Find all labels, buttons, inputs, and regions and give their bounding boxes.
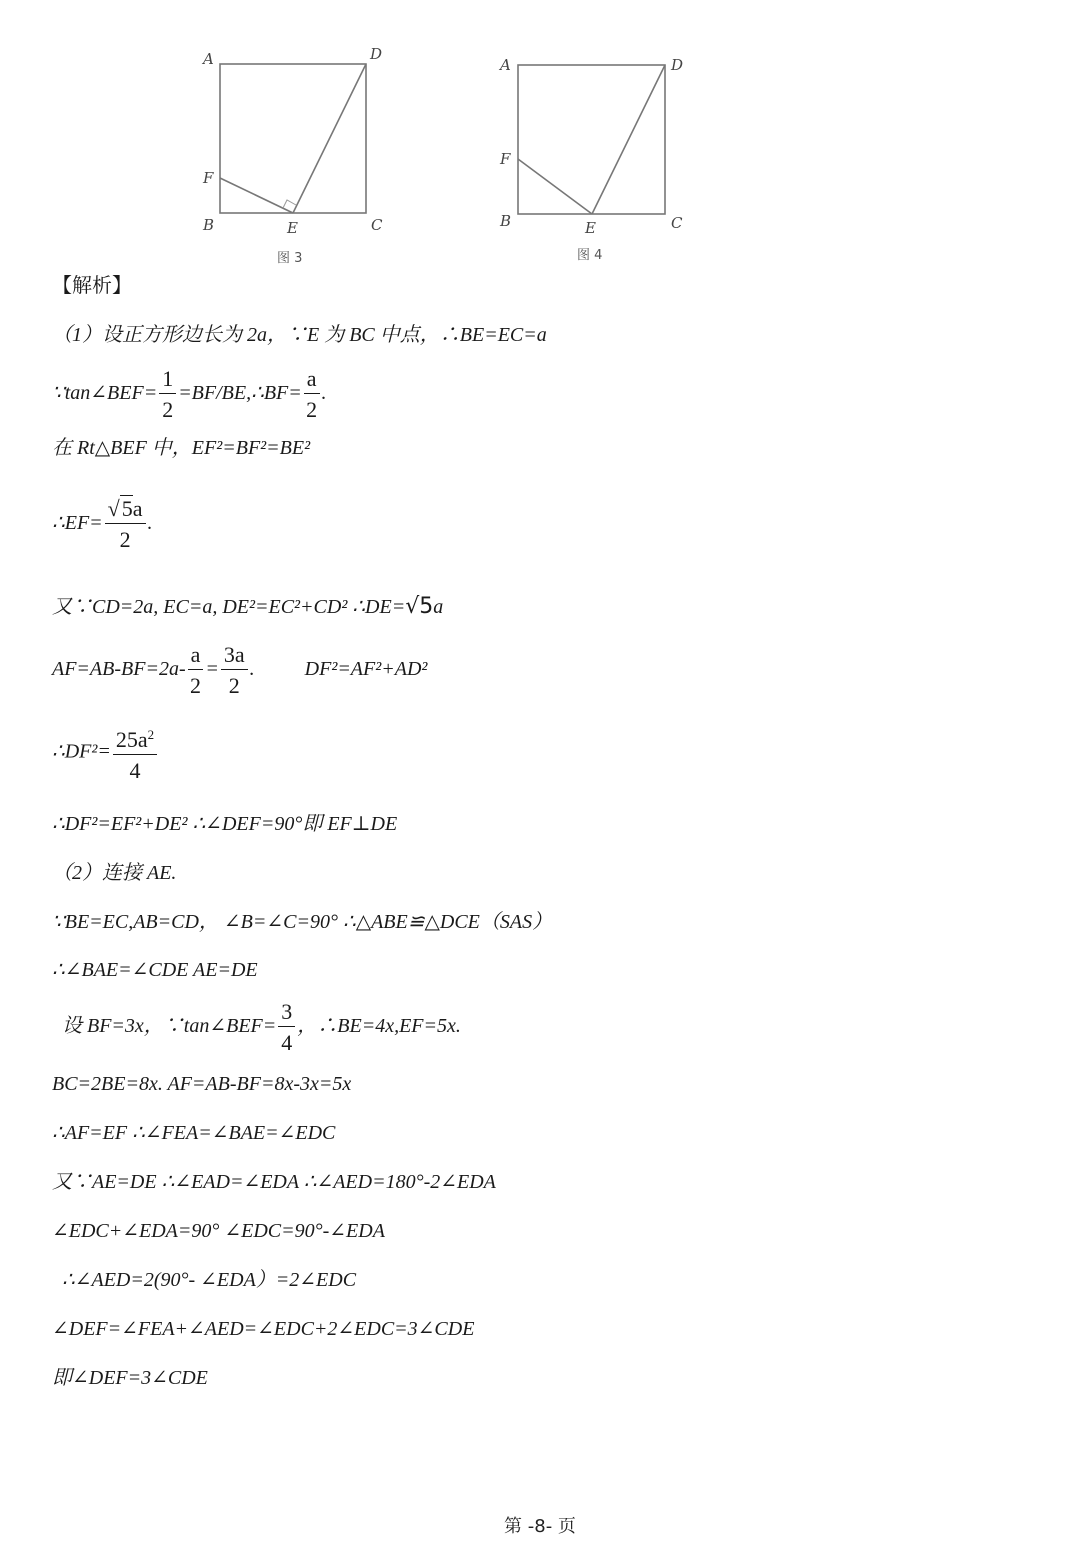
line-11: ∴∠BAE=∠CDE AE=DE	[52, 959, 258, 981]
line-2-text-a: ∵tan∠BEF=	[52, 382, 158, 405]
label-c: C	[671, 214, 683, 232]
line-4	[52, 497, 153, 552]
figure-3-caption: 图 3	[277, 251, 303, 266]
line-18: ∠DEF=∠FEA+∠AED=∠EDC+2∠EDC=3∠CDE	[52, 1318, 475, 1340]
square-abcd	[518, 65, 665, 214]
label-f: F	[500, 150, 511, 168]
line-10: ∵BE=EC,AB=CD， ∠B=∠C=90° ∴△ABE≌△DCE（SAS）	[52, 911, 553, 933]
fraction-den: 4	[281, 1030, 293, 1055]
label-a: A	[203, 50, 214, 68]
line-5-text-c: a	[433, 596, 444, 618]
segment-fe	[518, 159, 592, 214]
figure-3	[195, 40, 395, 270]
label-e: E	[287, 219, 298, 237]
line-17: ∴∠AED=2(90°- ∠EDA）=2∠EDC	[62, 1269, 357, 1291]
line-12-text-a: 设 BF=3x，∵tan∠BEF=	[62, 1015, 277, 1038]
fraction-ef	[105, 497, 146, 552]
fraction-num: a	[304, 367, 320, 394]
fraction-num-main: 25a	[115, 727, 148, 752]
fraction-den: 2	[306, 397, 318, 422]
line-6-text-a: AF=AB-BF=2a-	[52, 658, 186, 681]
label-d: D	[370, 45, 383, 63]
fraction-den: 2	[190, 673, 201, 698]
line-2	[52, 367, 327, 422]
solution-heading: 【解析】	[52, 273, 132, 297]
label-c: C	[371, 216, 383, 234]
fraction-num: a	[188, 643, 204, 670]
label-b: B	[203, 216, 215, 234]
line-1: （1）设正方形边长为 2a，∵E 为 BC 中点，∴BE=EC=a	[52, 324, 547, 346]
figure-4	[495, 40, 695, 270]
fraction-three-a-half	[221, 643, 248, 698]
line-19: 即∠DEF=3∠CDE	[52, 1367, 208, 1389]
line-2-text-c: .	[321, 382, 327, 405]
fraction-a-half	[304, 367, 320, 422]
square-abcd	[220, 64, 366, 213]
line-8: ∴DF²=EF²+DE² ∴∠DEF=90°即 EF⊥DE	[52, 813, 398, 835]
figure-4-caption: 图 4	[577, 248, 603, 263]
line-6	[52, 643, 427, 698]
right-angle-mark	[283, 200, 296, 208]
fraction-df	[113, 723, 157, 783]
label-e: E	[585, 219, 596, 237]
sqrt-five: √5	[405, 594, 434, 619]
line-9: （2）连接 AE.	[52, 862, 177, 884]
line-2-text-b: =BF/BE,∴BF=	[178, 382, 302, 405]
line-13: BC=2BE=8x. AF=AB-BF=8x-3x=5x	[52, 1073, 352, 1095]
line-5-text-a: 又∵CD=2a, EC=a, DE²=EC²+CD² ∴DE=	[52, 596, 406, 618]
sqrt: √5	[107, 496, 133, 521]
line-14: ∴AF=EF ∴∠FEA=∠BAE=∠EDC	[52, 1122, 336, 1144]
fraction-den: 2	[119, 527, 131, 552]
segment-fe	[220, 178, 293, 213]
line-4-text-a: ∴EF=	[52, 512, 103, 535]
line-7	[52, 723, 159, 783]
label-d: D	[671, 56, 684, 74]
fraction-num-tail: a	[132, 496, 143, 521]
label-f: F	[203, 169, 214, 187]
line-7-text-a: ∴DF²=	[52, 740, 111, 763]
fraction-num: 3	[278, 1000, 295, 1027]
fraction-num-sup: 2	[147, 727, 155, 742]
segment-ed	[293, 64, 366, 213]
fraction-three-quarters	[278, 1000, 295, 1055]
line-3: 在 Rt△BEF 中，EF²=BF²=BE²	[52, 437, 311, 459]
line-6-text-b: =	[205, 658, 219, 681]
label-b: B	[500, 212, 512, 230]
line-15: 又∵AE=DE ∴∠EAD=∠EDA ∴∠AED=180°-2∠EDA	[52, 1171, 496, 1193]
line-16: ∠EDC+∠EDA=90° ∠EDC=90°-∠EDA	[52, 1220, 385, 1242]
label-a: A	[500, 56, 511, 74]
fraction-num	[105, 497, 146, 524]
line-12	[62, 1000, 461, 1055]
fraction-num: 1	[159, 367, 176, 394]
segment-ed	[592, 65, 665, 214]
fraction-den: 4	[129, 758, 141, 783]
line-12-text-b: ，∴BE=4x,EF=5x.	[297, 1015, 461, 1038]
fraction-den: 2	[162, 397, 174, 422]
line-4-text-b: .	[147, 512, 153, 535]
fraction-a-half-2	[188, 643, 204, 698]
line-6-text-c: .	[249, 658, 255, 681]
fraction-num: 3a	[221, 643, 248, 670]
fraction-half	[159, 367, 176, 422]
page-footer: 第 -8- 页	[504, 1516, 576, 1537]
fraction-den: 2	[228, 673, 240, 698]
line-5	[52, 595, 443, 619]
radicand: 5	[121, 496, 133, 521]
fraction-num	[113, 723, 157, 755]
line-6-text-d: DF²=AF²+AD²	[304, 658, 428, 681]
